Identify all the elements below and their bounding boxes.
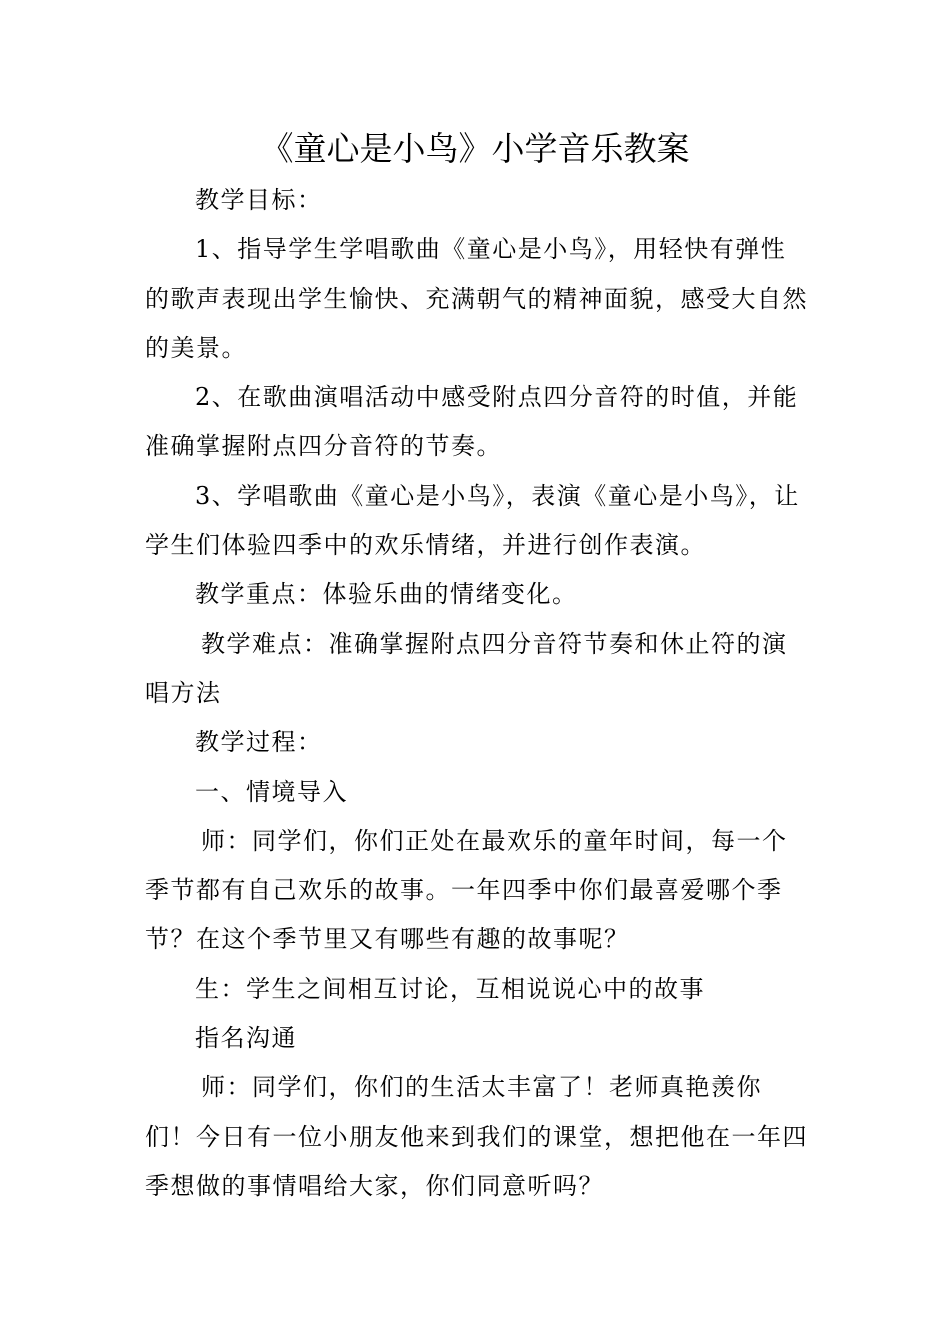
paragraph-goal-3: 3、学唱歌曲《童心是小鸟》，表演《童心是小鸟》，让学生们体验四季中的欢乐情绪，并进行创作表演。 — [145, 481, 800, 560]
paragraph-goal-1: 1、指导学生学唱歌曲《童心是小鸟》，用轻快有弹性的歌声表现出学生愉快、充满朝气的精神面貌，感受大自然的美景。 — [145, 235, 808, 362]
paragraph-difficulties: 教学难点：准确掌握附点四分音符节奏和休止符的演唱方法 — [145, 629, 788, 707]
paragraph-call-on-students: 指名沟通 — [195, 1024, 297, 1053]
paragraph-teacher-2: 师：同学们，你们的生活太丰富了！老师真艳羡你们！今日有一位小朋友他来到我们的课堂，想把他在一年四季想做的事情唱给大家，你们同意听吗？ — [145, 1073, 808, 1200]
paragraph-process-heading: 教学过程： — [195, 728, 323, 757]
paragraph-section-1-heading: 一、情境导入 — [195, 777, 348, 806]
paragraph-teacher-1: 师：同学们，你们正处在最欢乐的童年时间，每一个季节都有自己欢乐的故事。一年四季中你们最喜爱哪个季节？在这个季节里又有哪些有趣的故事呢？ — [145, 826, 788, 954]
paragraph-student-1: 生：学生之间相互讨论，互相说说心中的故事 — [195, 974, 705, 1003]
paragraph-teaching-goals-heading: 教学目标： — [195, 186, 323, 214]
document-body — [145, 176, 810, 1211]
paragraph-goal-2: 2、在歌曲演唱活动中感受附点四分音符的时值，并能准确掌握附点四分音符的节奏。 — [145, 383, 799, 461]
document-title: 《童心是小鸟》小学音乐教案 — [260, 129, 690, 168]
paragraph-key-points: 教学重点：体验乐曲的情绪变化。 — [195, 580, 578, 609]
